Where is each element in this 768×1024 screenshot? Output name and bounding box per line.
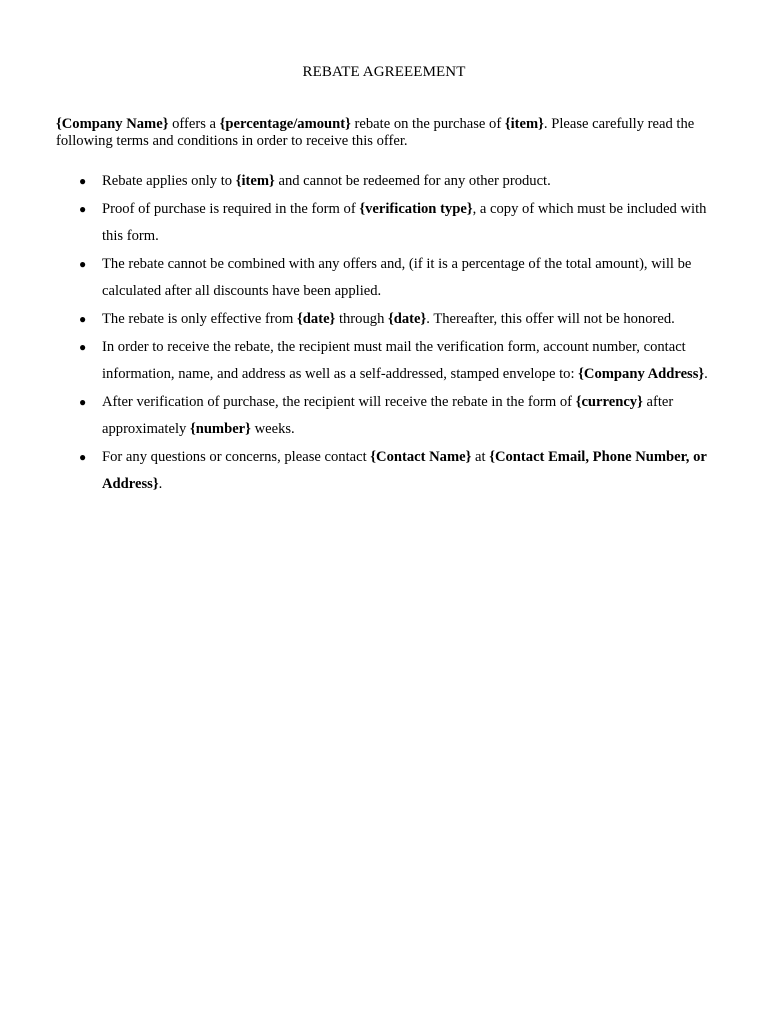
term-text: Rebate applies only to xyxy=(102,173,236,189)
percentage-amount-placeholder: {percentage/amount} xyxy=(219,116,351,132)
term-text: In order to receive the rebate, the recipient must mail the verification form, account number, contact information, name, and address as well as a self-addressed, stamped envelope to: xyxy=(102,339,686,382)
intro-text: . Please carefully read the following terms and conditions in order to receive this offer. xyxy=(56,116,695,149)
term-placeholder: {Contact Email, Phone Number, or Address} xyxy=(102,449,707,492)
list-item xyxy=(56,196,716,250)
bullet-icon: ● xyxy=(79,395,87,409)
bullet-icon: ● xyxy=(79,202,87,216)
term-placeholder: {number} xyxy=(189,421,251,437)
term-placeholder: {Company Address} xyxy=(578,366,705,382)
term-text: at xyxy=(471,449,490,465)
intro-text: rebate on the purchase of xyxy=(350,116,505,132)
term-placeholder: {date} xyxy=(388,311,427,327)
company-name-placeholder: {Company Name} xyxy=(56,116,169,132)
term-text: The rebate is only effective from xyxy=(102,311,298,327)
list-item xyxy=(56,334,716,388)
term-text: Proof of purchase is required in the form of xyxy=(102,201,360,217)
list-item xyxy=(56,251,716,305)
list-item xyxy=(56,168,716,195)
bullet-icon: ● xyxy=(79,312,87,326)
term-text: After verification of purchase, the recipient will receive the rebate in the form of xyxy=(102,394,576,410)
item-placeholder: {item} xyxy=(504,116,544,132)
term-text: weeks. xyxy=(250,421,295,437)
document-title: REBATE AGREEEMENT xyxy=(302,64,466,80)
term-text: The rebate cannot be combined with any offers and, (if it is a percentage of the total amount), will be calculated after all discounts have been applied. xyxy=(102,256,692,299)
term-text: , a copy of which must be included with this form. xyxy=(102,201,707,244)
list-item xyxy=(56,444,716,498)
term-placeholder: {currency} xyxy=(575,394,643,410)
list-item xyxy=(56,389,716,443)
term-text: and cannot be redeemed for any other product. xyxy=(274,173,551,189)
term-text: after approximately xyxy=(102,394,674,437)
term-text: For any questions or concerns, please contact xyxy=(102,449,371,465)
terms-list xyxy=(56,168,716,499)
term-text: . xyxy=(158,476,163,492)
term-placeholder: {item} xyxy=(235,173,275,189)
bullet-icon: ● xyxy=(79,174,87,188)
term-text: through xyxy=(335,311,389,327)
bullet-icon: ● xyxy=(79,340,87,354)
term-placeholder: {Contact Name} xyxy=(370,449,472,465)
list-item xyxy=(56,306,716,333)
intro-text: offers a xyxy=(168,116,220,132)
term-placeholder: {date} xyxy=(297,311,336,327)
term-text: . Thereafter, this offer will not be honored. xyxy=(426,311,675,327)
term-text: . xyxy=(704,366,708,382)
bullet-icon: ● xyxy=(79,450,87,464)
intro-paragraph xyxy=(56,116,716,150)
term-placeholder: {verification type} xyxy=(359,201,473,217)
bullet-icon: ● xyxy=(79,257,87,271)
